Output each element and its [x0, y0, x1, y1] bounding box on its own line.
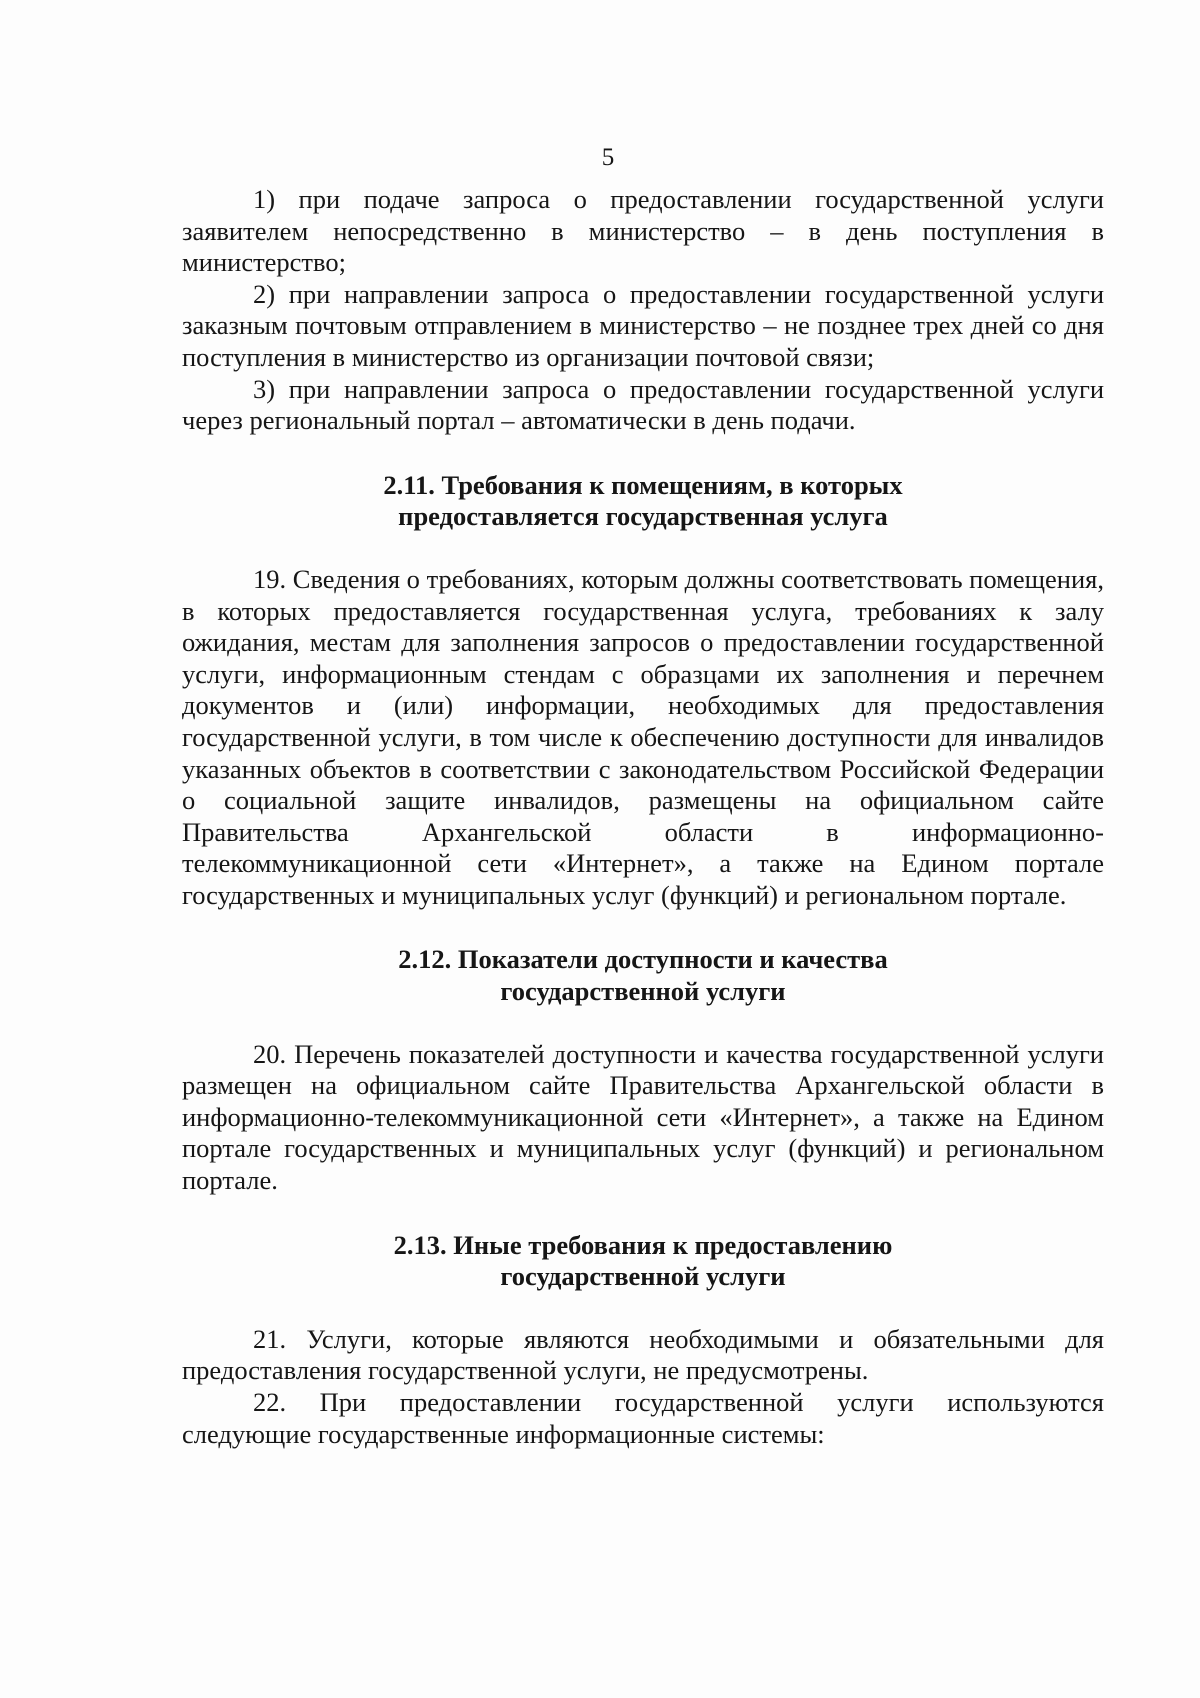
paragraph-item-3: 3) при направлении запроса о предоставлении государственной услуги через региональный портал – автоматически в день подачи. — [182, 373, 1104, 436]
section-heading-line: предоставляется государственная услуга — [398, 501, 888, 532]
section-heading-line: 2.13. Иные требования к предоставлению — [393, 1229, 893, 1260]
page-number: 5 — [601, 144, 615, 171]
paragraph-19: 19. Сведения о требованиях, которым должны соответствовать помещения, в которых предоставляется государственная услуга, требованиях к залу ожидания, местам для заполнения запросов о предоставлении государственной услуги, информационным стендам с образцами их заполнения и перечнем документов и (или) информации, необходимых для предоставления государственной услуги, в том числе к обеспечению доступности для инвалидов указанных объектов в соответствии с законодательством Российской Федерации о социальной защите инвалидов, размещены на официальном сайте Правительства Архангельской области в информационно-телекоммуникационной сети «Интернет», а также на Едином портале государственных и муниципальных услуг (функций) и региональном портале. — [182, 563, 1104, 910]
paragraph-21: 21. Услуги, которые являются необходимыми и обязательными для предоставления государственной услуги, не предусмотрены. — [182, 1323, 1104, 1386]
paragraph-item-1: 1) при подаче запроса о предоставлении государственной услуги заявителем непосредственно в министерство – в день поступления в министерство; — [182, 184, 1104, 278]
paragraph-20: 20. Перечень показателей доступности и качества государственной услуги размещен на официальном сайте Правительства Архангельской области в информационно-телекоммуникационной сети «Интернет», а также на Едином портале государственных и муниципальных услуг (функций) и региональном портале. — [182, 1038, 1104, 1196]
section-heading-line: государственной услуги — [500, 976, 786, 1007]
section-heading-line: 2.11. Требования к помещениям, в которых — [383, 469, 903, 500]
document-body — [182, 184, 1104, 1450]
section-heading-line: 2.12. Показатели доступности и качества — [398, 944, 888, 975]
paragraph-item-2: 2) при направлении запроса о предоставлении государственной услуги заказным почтовым отправлением в министерство – не позднее трех дней со дня поступления в министерство из организации почтовой связи; — [182, 278, 1104, 372]
section-heading-2-11 — [182, 470, 1104, 533]
section-heading-2-13 — [182, 1230, 1104, 1293]
paragraph-22: 22. При предоставлении государственной услуги используются следующие государственные информационные системы: — [182, 1387, 1104, 1449]
section-heading-line: государственной услуги — [500, 1261, 786, 1292]
section-heading-2-12 — [182, 944, 1104, 1007]
